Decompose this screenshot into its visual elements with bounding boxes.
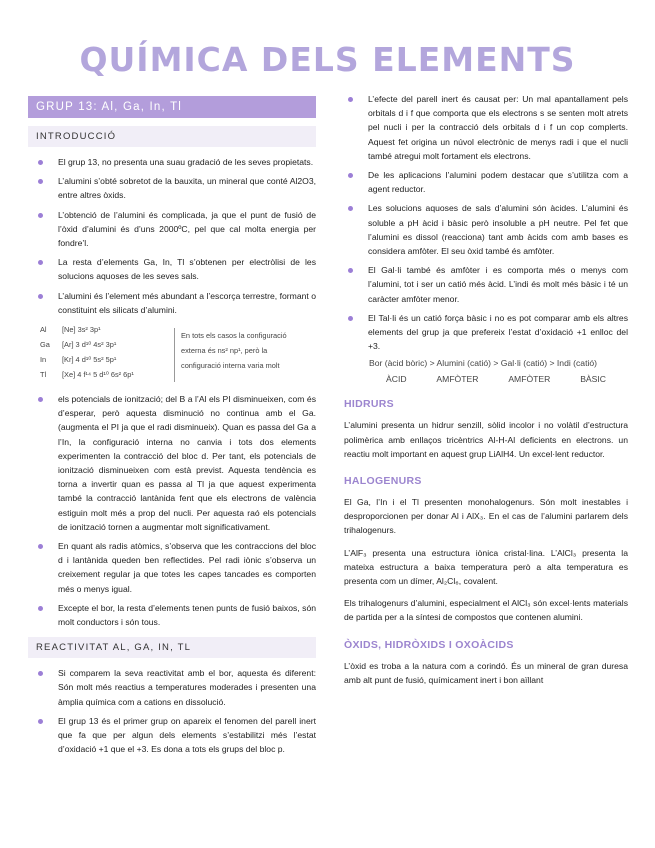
list-item: els potencials de ionització; del B a l’Al els PI disminueixen, com és d’esperar, però aquesta disminució no continua amb el Ga. (augmenta el PI ja que el radi disminueix). Quan es passa del Ga a l’In, la configuració interna no canvia i tots dos elements experimenten la contracció del bloc d. Per tant, els potencials de ionització disminueixen com està previst. Aquesta tendència es torna a invertir quan es passa al Tl ja que aquest experimenta també la contracció lantànida fent que els electrons de valència estiguin molt més a prop del nucli. Per aquesta raó els potencials de ionització tornen a augmentar molt significativament. — [28, 392, 316, 534]
halogenurs-paragraph: Els trihalogenurs d’alumini, especialment el AlCl₃ són excel·lents materials de partida per a la síntesi de compostos que contenen alumini. — [344, 598, 628, 623]
list-item: L’alumini s’obté sobretot de la bauxita, un mineral que conté Al2O3, entre altres òxids. — [28, 174, 316, 202]
config-note-line: En tots els casos la configuració — [181, 331, 287, 341]
group-header: GRUP 13: Al, Ga, In, Tl — [28, 96, 316, 118]
list-item: El grup 13 és el primer grup on apareix el fenomen del parell inert que fa que per algun dels elements s’estabilitzi més l’estat d’oxidació +1 que el +3. Es dona a tots els grups del bloc p. — [28, 714, 316, 757]
acidity-label: BÀSIC — [580, 374, 606, 385]
halogenurs-header: HALOGENURS — [344, 475, 422, 488]
hidrurs-text: L’alumini presenta un hidrur senzill, sòlid incolor i no volàtil d’estructura polimèrica amb enllaços tricèntrics Al-H-Al deficients en electrons. un reactiu molt important en aquest grup LiAlH4. Un excel·lent reductor. — [344, 420, 628, 459]
list-item: Excepte el bor, la resta d’elements tenen punts de fusió baixos, són molt conductors i són tous. — [28, 601, 316, 629]
list-item: El Gal·li també és amfòter i es comporta més o menys com l’alumini, tot i ser un catió més àcid. L’indi és molt més bàsic i té un caràcter amfòter menor. — [338, 263, 628, 306]
list-item: L’alumini és l’element més abundant a l’escorça terrestre, formant o constituint els silicats d’alumini. — [28, 289, 316, 317]
page-title: QUÍMICA DELS ELEMENTS — [79, 40, 576, 79]
config-note-line: externa és ns² np¹, però la — [181, 346, 268, 356]
config-note-line: configuració interna varia molt — [181, 361, 280, 371]
element-symbol: In — [40, 355, 47, 365]
hidrurs-header: HIDRURS — [344, 398, 394, 411]
properties-list — [28, 392, 316, 629]
acidity-labels — [338, 368, 628, 384]
electron-config: [Ar] 3 d¹⁰ 4s² 3p¹ — [62, 340, 117, 350]
element-symbol: Ga — [40, 340, 50, 350]
acidity-order: Bor (àcid bòric) > Alumini (catió) > Gal·li (catió) > Indi (catió) — [368, 358, 598, 369]
halogenurs-paragraph: El Ga, l’In i el Tl presenten monohalogenurs. Són molt inestables i desproporcionen per donar Al i AlX₃. En el cas de l’alumini parlarem dels trihalogenurs. — [344, 497, 628, 536]
element-symbol: Al — [40, 325, 47, 335]
list-item: Les solucions aquoses de sals d’alumini són àcides. L’alumini és soluble a pH àcid i bàsic però insoluble a pH neutre. Pel fet que l’alumini es dissol (reacciona) tant amb àcids com amb bases es considera amfòter. El seu òxid també és amfòter. — [338, 201, 628, 258]
intro-list — [28, 155, 316, 317]
list-item: El grup 13, no presenta una suau gradació de les seves propietats. — [28, 155, 316, 169]
inert-pair-list — [338, 92, 628, 353]
list-item: L’obtenció de l’alumini és complicada, ja que el punt de fusió de l’òxid d’alumini és d’uns 2000ºC, pel que cal molta energia per fondre’l. — [28, 208, 316, 251]
acidity-label: AMFÒTER — [436, 374, 479, 385]
halogenurs-paragraph: L’AlF₃ presenta una estructura iònica cristal·lina. L’AlCl₃ presenta la mateixa estructura a baixa temperatura però a alta temperatura es presenta com un dímer, Al₂Cl₆, covalent. — [344, 547, 628, 587]
list-item: De les aplicacions l’alumini podem destacar que s’utilitza com a agent reductor. — [338, 168, 628, 196]
element-symbol: Tl — [40, 370, 47, 380]
acidity-label: AMFÒTER — [508, 374, 551, 385]
list-item: En quant als radis atòmics, s’observa que les contraccions del bloc d i lantànida queden ben reflectides. Pel radi iònic s’observa un creixement regular ja que totes les capes tancades es comporten més o menys igual. — [28, 539, 316, 596]
oxids-text: L’òxid es troba a la natura com a corindó. És un mineral de gran duresa amb alt punt de fusió, químicament inert i bon aïllant — [344, 660, 628, 685]
reactivity-list — [28, 666, 316, 756]
right-column — [338, 92, 628, 695]
oxids-header: ÒXIDS, HIDRÒXIDS I OXOÀCIDS — [344, 638, 514, 651]
reactivity-header: REACTIVITAT AL, GA, IN, TL — [28, 637, 316, 658]
electron-config: [Kr] 4 d¹⁰ 5s² 5p¹ — [62, 355, 117, 365]
electron-config: [Xe] 4 f¹⁴ 5 d¹⁰ 6s² 6p¹ — [62, 370, 134, 380]
acidity-label: ÀCID — [386, 374, 407, 385]
electron-config: [Ne] 3s² 3p¹ — [62, 325, 101, 335]
electron-config-table — [40, 322, 316, 382]
list-item: L’efecte del parell inert és causat per: Un mal apantallament pels orbitals d i f que comporta que els electrons s se senten molt atrets pel nucli i per la contracció dels orbitals d i f un cop complerts. Aquest fet origina un núvol electrònic de menys radi i que el nucli també atregui molt fortament els electrons. — [338, 92, 628, 163]
left-column — [28, 92, 316, 762]
list-item: La resta d’elements Ga, In, Tl s’obtenen per electròlisi de les solucions aquoses de les seves sals. — [28, 255, 316, 283]
intro-header: INTRODUCCIÓ — [28, 126, 316, 147]
list-item: Si comparem la seva reactivitat amb el bor, aquesta és diferent: Són molt més reactius a temperatures moderades i presenten una àmplia química com a cations en dissolució. — [28, 666, 316, 709]
config-note — [174, 328, 301, 382]
list-item: El Tal·li és un catió força bàsic i no es pot comparar amb els altres elements del grup ja que prefereix l’estat d’oxidació +1 enlloc del +3. — [338, 311, 628, 354]
